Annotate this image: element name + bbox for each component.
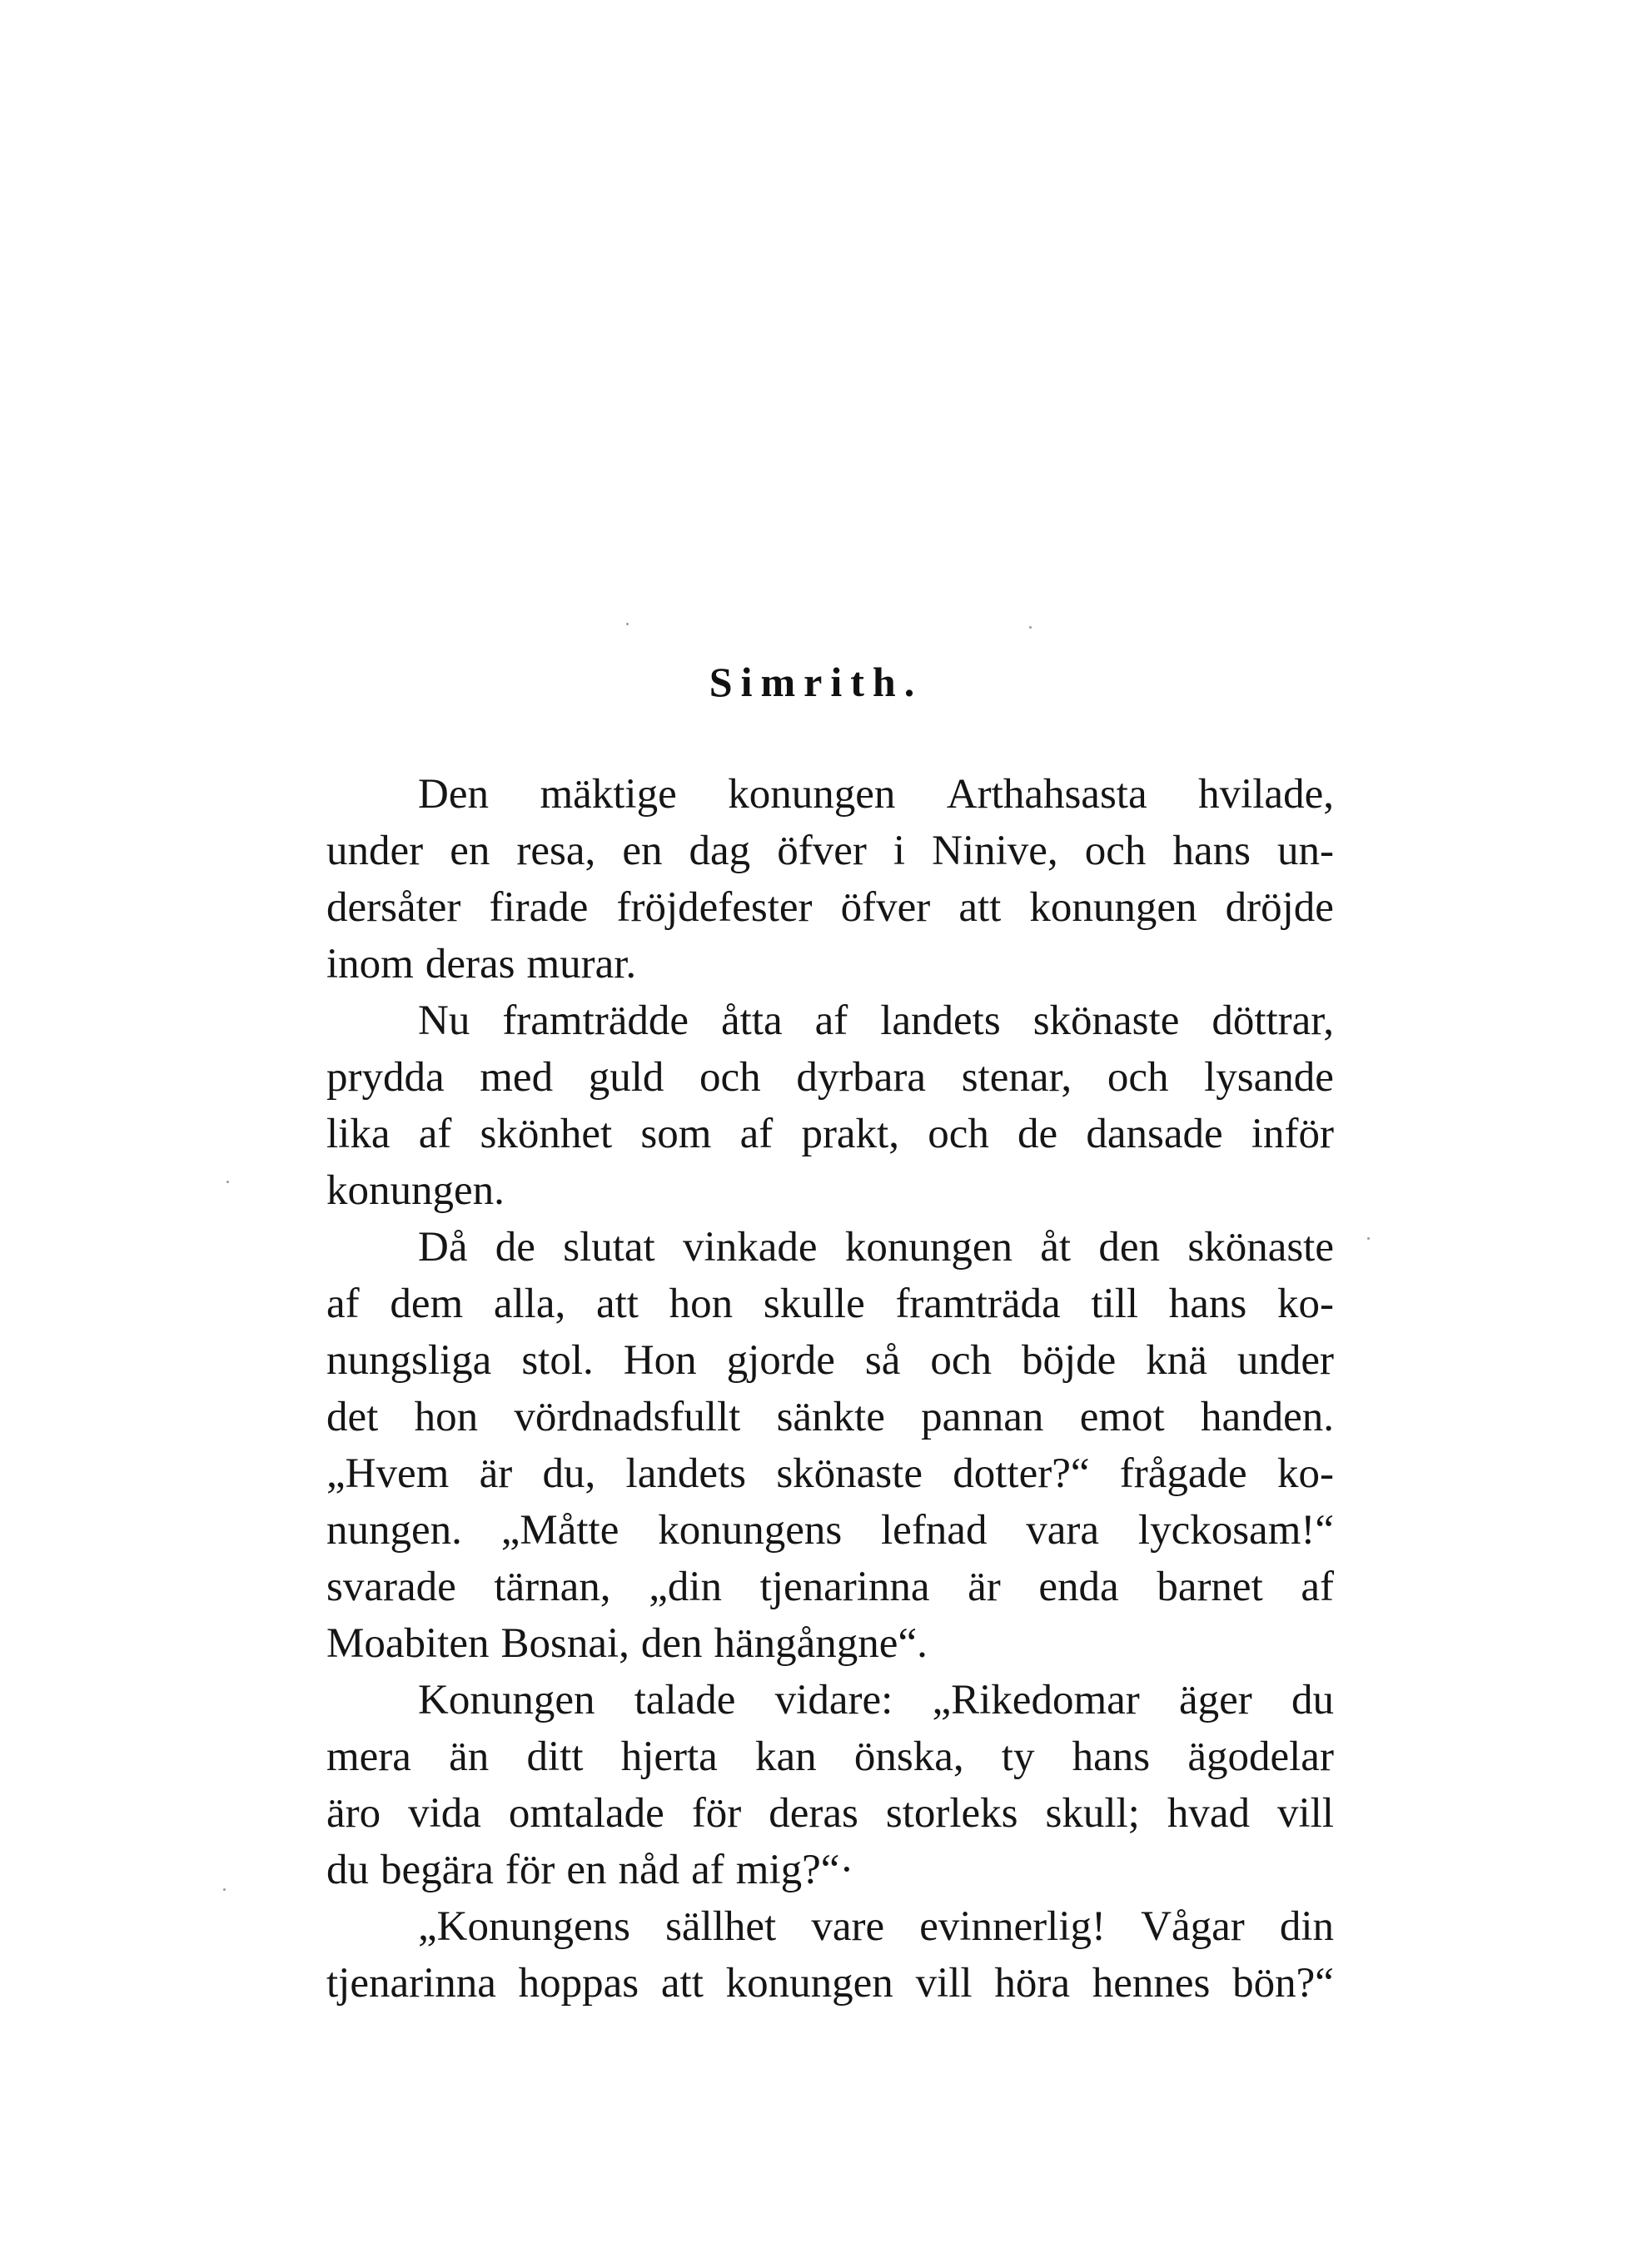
word: öfver [840,884,931,931]
word: tärnan, [494,1564,611,1610]
word: landets [625,1450,747,1497]
word: dröjde [1225,884,1334,931]
word: sällhet [665,1903,777,1950]
word: landets [880,997,1001,1044]
word: af [418,1111,452,1157]
word: slutat [563,1224,655,1271]
word: murar. [526,941,637,987]
chapter-title: Simrith. [709,659,923,705]
word: af [691,1847,724,1893]
word: hjerta [620,1733,718,1780]
word: böjde [1021,1337,1117,1384]
word: de [495,1224,535,1271]
word: hängångne“. [714,1620,928,1667]
word: du [326,1847,369,1893]
text-line [326,1898,1334,1955]
word: nåd [618,1847,680,1893]
word: hennes [1092,1960,1211,2007]
word: att [595,1281,639,1327]
word: dotter?“ [953,1450,1090,1497]
word: du, [542,1450,596,1497]
word: dem [390,1281,464,1327]
word: en [566,1847,607,1893]
word: Moabiten [326,1620,490,1667]
word: hon [669,1281,734,1327]
word: bön?“ [1232,1960,1334,2007]
word: Ninive, [932,828,1058,874]
word: „Rikedomar [932,1677,1140,1723]
word: äro [326,1790,381,1837]
word: Den [418,771,489,818]
word: hvad [1167,1790,1250,1837]
word: ty [1001,1733,1035,1780]
word: önska, [853,1733,964,1780]
word: hans [1172,828,1251,874]
word: af [814,997,848,1044]
word: talade [634,1677,736,1723]
word: lika [326,1111,391,1157]
word: dyrbara [796,1054,927,1101]
text-line [326,879,1334,936]
word: vördnadsfullt [514,1394,741,1440]
word: och [1107,1054,1169,1101]
word: Hon [623,1337,697,1384]
word: guld [588,1054,664,1101]
word: emot [1079,1394,1165,1440]
word: stenar, [961,1054,1072,1101]
word: frågade [1119,1450,1247,1497]
word: din [1279,1903,1334,1950]
word: vinkade [683,1224,818,1271]
word: den [1098,1224,1161,1271]
word: fröjdefester [616,884,813,931]
text-line [326,766,1334,823]
word: firade [489,884,589,931]
word: för [505,1847,555,1893]
word: under [1236,1337,1334,1384]
text-line [326,1955,1334,2012]
word: un- [1277,828,1334,874]
word: döttrar, [1212,997,1334,1044]
word: „Hvem [326,1450,450,1497]
word: knä [1146,1337,1207,1384]
word: de [1018,1111,1058,1157]
word: begära [381,1847,494,1893]
body-text [326,766,1334,2012]
paper-speck [626,623,629,625]
word: Bosnai, [500,1620,629,1667]
word: nungen. [326,1507,462,1554]
word: höra [994,1960,1070,2007]
word: med [480,1054,554,1101]
text-line [326,1672,1334,1728]
word: resa, [516,828,596,874]
word: hoppas [518,1960,639,2007]
word: lysande [1204,1054,1334,1101]
text-line [326,1106,1334,1162]
word: skönaste [1187,1224,1334,1271]
word: konungen [728,771,896,818]
word: omtalade [508,1790,664,1837]
word: att [660,1960,704,2007]
word: dansade [1086,1111,1223,1157]
word: framträda [895,1281,1061,1327]
word: kan [755,1733,817,1780]
word: skull; [1045,1790,1140,1837]
word: äger [1178,1677,1252,1723]
word: pannan [921,1394,1044,1440]
word: öfver [777,828,867,874]
word: inom [326,941,414,987]
text-line [326,1332,1334,1389]
word: som [640,1111,712,1157]
word: hon [414,1394,479,1440]
text-line [326,992,1334,1049]
word: för [691,1790,742,1837]
word: Vågar [1141,1903,1245,1950]
word: svarade [326,1564,456,1610]
word: Nu [418,997,470,1044]
word: den [640,1620,703,1667]
word: ditt [526,1733,584,1780]
word: och [930,1337,992,1384]
word: ko- [1276,1450,1334,1497]
word: deras [769,1790,858,1837]
word: under [326,828,424,874]
word: ko- [1276,1281,1334,1327]
word: tjenarinna [759,1564,930,1610]
word: alla, [493,1281,566,1327]
word: „Konungens [418,1903,630,1950]
word: skönaste [776,1450,923,1497]
text-line [326,823,1334,879]
word: att [958,884,1002,931]
text-line [326,1445,1334,1502]
word: skönhet [480,1111,613,1157]
word: det [326,1394,379,1440]
word: konungens [658,1507,843,1554]
paper-speck [226,1181,229,1183]
word: evinnerlig! [919,1903,1106,1950]
word: lyckosam!“ [1137,1507,1334,1554]
word: barnet [1157,1564,1263,1610]
word: konungen [725,1960,893,2007]
word: skulle [763,1281,865,1327]
word: åt [1040,1224,1072,1271]
text-line [326,1502,1334,1559]
word: mera [326,1733,411,1780]
word: Konungen [418,1677,595,1723]
word: af [739,1111,774,1157]
word: mig?“· [735,1847,854,1893]
word: vare [811,1903,885,1950]
text-line [326,1276,1334,1332]
word: lefnad [881,1507,988,1554]
text-line [326,1728,1334,1785]
word: enda [1038,1564,1119,1610]
word: hans [1168,1281,1247,1327]
word: inför [1251,1111,1334,1157]
paper-speck [223,1888,226,1891]
word: hvilade, [1198,771,1334,818]
word: nungsliga [326,1337,492,1384]
word: och [928,1111,989,1157]
word: och [699,1054,761,1101]
word: konungen. [326,1167,505,1214]
word: vara [1026,1507,1100,1554]
paper-speck [1367,1237,1370,1240]
word: skönaste [1032,997,1180,1044]
word: vida [408,1790,481,1837]
word: af [326,1281,360,1327]
word: dersåter [326,884,461,931]
word: mäktige [540,771,677,818]
text-line [326,1219,1334,1276]
word: en [450,828,490,874]
word: Arthahsasta [946,771,1147,818]
word: dag [689,828,751,874]
word: du [1291,1677,1334,1723]
word: till [1091,1281,1139,1327]
word: hans [1072,1733,1151,1780]
word: prydda [326,1054,445,1101]
word: stol. [521,1337,594,1384]
word: tjenarinna [326,1960,496,2007]
word: prakt, [801,1111,899,1157]
word: af [1301,1564,1334,1610]
word: „din [649,1564,722,1610]
word: än [449,1733,490,1780]
word: vill [915,1960,973,2007]
word: ägodelar [1187,1733,1334,1780]
word: en [622,828,663,874]
paper-speck [1029,626,1032,629]
text-line [326,1049,1334,1106]
word: storleks [885,1790,1018,1837]
text-line [326,1559,1334,1615]
word: konungen [1029,884,1197,931]
text-line [326,1842,1334,1898]
word: är [968,1564,1001,1610]
word: sänkte [776,1394,885,1440]
text-line [326,936,1334,992]
text-line [326,1162,1334,1219]
text-line [326,1785,1334,1842]
word: vidare: [774,1677,893,1723]
word: handen. [1200,1394,1334,1440]
word: gjorde [726,1337,835,1384]
text-line [326,1615,1334,1672]
word: konungen [844,1224,1013,1271]
word: åtta [721,997,783,1044]
word: så [864,1337,901,1384]
word: vill [1276,1790,1334,1837]
text-line [326,1389,1334,1445]
word: deras [425,941,515,987]
word: är [479,1450,513,1497]
word: och [1084,828,1147,874]
word: framträdde [502,997,689,1044]
word: i [893,828,906,874]
word: „Måtte [500,1507,619,1554]
word: Då [418,1224,468,1271]
